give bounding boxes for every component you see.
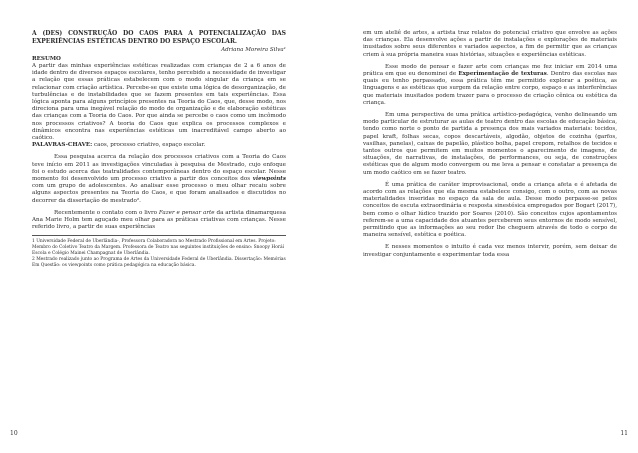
page-number-left: 10 <box>10 430 18 437</box>
p2-book-title: Fazer e pensar arte <box>158 209 215 216</box>
page-number-right: 11 <box>620 430 628 437</box>
p1-text-b: com um grupo de adolescentes. Ao analisar esse processo o meu olhar recaiu sobre alguns aspectos presentes na Teoria do Caos, e que foram analisados e discutidos no decorrer da dissertação de mestrado². <box>32 183 286 204</box>
left-column <box>32 30 286 268</box>
right-column <box>363 30 617 259</box>
body-paragraph-2 <box>32 210 286 232</box>
abstract-text: A partir das minhas experiências estéticas realizadas com crianças de 2 a 6 anos de idade dentro de diversos espaços escolares, tenho percebido a necessidade de investigar a relação que essas práticas estabelecem com o modo singular da criança em se relacionar com criação artística. Percebe-se que existe uma lógica de desorganização, de turbulências e de instabilidades que se fazem presentes em tais experiências. Essa lógica aponta para alguns princípios presentes na Teoria do Caos, que, desse modo, nos direciona para uma inegável relação do modo de organização e de elaboração estéticas das crianças com a Teoria do Caos. Por que ainda se percebe o caos como um incômodo nos processos criativos? A teoria do Caos que explica os processos complexos e dinâmicos encontra nas experiências estéticas um inacreditável campo aberto ao caótico. <box>32 63 286 142</box>
p1-text-a: Essa pesquisa acerca da relação dos processos criativos com a Teoria do Caos teve início em 2011 as investigações vinculadas à pesquisa de Mestrado, cujo enfoque foi o estudo acerca das teatralidades contemporâneas dentro do espaço escolar. Nesse momento foi desenvolvido um processo criativo a partir dos conceitos dos <box>32 154 286 183</box>
body-paragraph-5: Em uma perspectiva de uma prática artístico-pedagógica, venho delineando um modo particular de estruturar as aulas de teatro dentro das escolas de educação básica, tendo como norte o ponto de partida a presença dos mais variados materiais: tecidos, papel kraft, folhas secas, copos descartáveis, algodão, objetos de cozinha (garfos, vasilhas, panelas), caixas de papelão, plástico bolha, papel crepom, retalhos de tecidos e tantos outros que permitem em muitos momentos o aparecimento de imagens, de situações, de narrativas, de instalações, de performances, ou seja, de construções estéticas que de algum modo convergem ou me leva a pensar e constatar a presença de um modo caótico em se fazer teatro. <box>363 112 617 176</box>
keywords-text: caos, processo criativo, espaço escolar. <box>94 142 206 149</box>
abstract-heading: RESUMO <box>32 55 61 62</box>
p2-text-a: Recentemente o contato com o livro <box>54 209 157 216</box>
footnote-1: 1 Universidade Federal de Uberlândia-, Professora Colaboradora no Mestrado Profissional em Artes. Projeto: Membro do Coletivo Teatro da Margem. Professora de Teatro nas seguintes instituições de ensino: Snoopy Horáí Escola e Colégio Mainei Champagnat de Uberlândia. <box>32 239 285 256</box>
p4-text-b: . Dentro das escolas nas quais eu tenho perpassado, essa prática têm me permitido explorar a poética, as linguagens e as estéticas que surgem da relação entre corpo, espaço e as interferências que materiais inusitados podem trazer para o processo de criação cênica ou estética da criança. <box>363 71 617 106</box>
body-paragraph-3: em um ateliê de artes, a artista traz relatos do potencial criativo que envolve as ações das crianças. Ela desenvolve ações a partir de instalações e explorações de materiais inusitados sobre seus diferentes e variados aspectos, a fim de permitir que as crianças criem à sua própria maneira suas histórias, situações e experiências estéticas. <box>363 30 617 58</box>
author-name: Adriana Moreira Silva¹ <box>221 46 286 53</box>
body-paragraph-6: É uma prática de caráter improvisacional, onde a criança afeta e é afetada de acordo com as relações que ela mesma estabelece consigo, com o outro, com as novas materialidades inseridas no espaço da sala de aula. Desse modo perpasse-se pelos conceitos de escuta extraordinária e resposta sinestésica empregados por Bogart (2017), bem como o olhar lúdico trazido por Soares (2010). São conceitos cujos apontamentos referem-se a uma capacidade dos atuantes perceberem seus entornos de modo sensível, permitindo que as informações ao seu redor lhe cheguem através de todo o corpo de maneira sensível, estética e poética. <box>363 181 617 239</box>
keywords-label: PALAVRAS-CHAVE: <box>32 142 93 149</box>
p4-text-a: Esse modo de pensar e fazer arte com crianças me fez iniciar em 2014 uma prática em que eu denominei de <box>363 63 617 78</box>
body-paragraph-7: E nesses momentos o intuito é cada vez menos intervir, porém, sem deixar de investigar conjuntamente e experimentar toda essa <box>363 244 617 258</box>
body-paragraph-1 <box>32 154 286 204</box>
p2-text-b: da artista dinamarquesa Ana Marie Holm tem aguçado meu olhar para as práticas criativas com crianças. Nesse referido livro, a partir de suas experiências <box>32 209 287 231</box>
footnotes <box>32 235 286 268</box>
footnote-2: 2 Mestrado realizado junto ao Programa de Artes da Universidade Federal de Uberlândia. Dissertação: Memórias Em Questão: os viewpoints como prática pedagógica na educação básica. <box>32 257 286 268</box>
right-page <box>319 0 638 453</box>
p4-bold-term: Experimentação de texturas <box>458 71 547 78</box>
p1-emphasis: viewpoints <box>252 176 287 183</box>
body-paragraph-4 <box>363 64 617 107</box>
article-title: A (DES) CONSTRUÇÃO DO CAOS PARA A POTENCIALIZAÇÃO DAS EXPERIÊNCIAS ESTÉTICAS DENTRO DO ESPAÇO ESCOLAR. <box>32 30 286 45</box>
keywords-line <box>32 142 286 149</box>
